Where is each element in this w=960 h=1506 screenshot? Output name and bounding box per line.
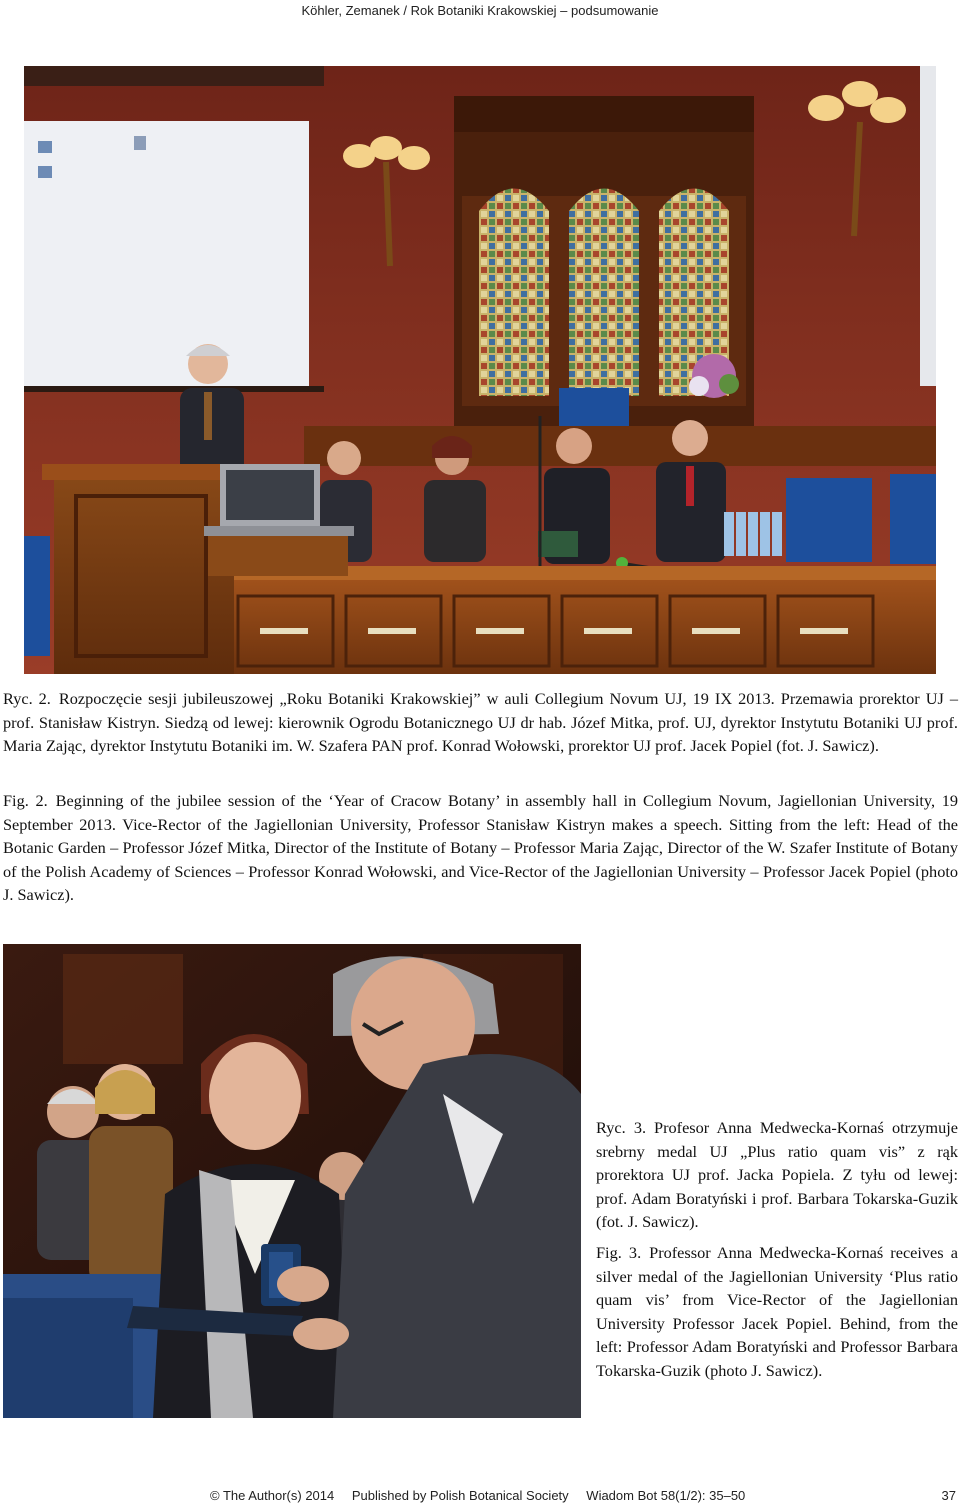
- figure-2-label-pl: Ryc. 2.: [3, 689, 51, 708]
- figure-3-caption-pl-text: Profesor Anna Medwecka-Kornaś otrzymuje srebrny medal UJ „Plus ratio quam vis” z rąk prorektora UJ prof. Jacka Popiela. Z tyłu od lewej: prof. Adam Boratyński i prof. Barbara Tokarska-Guzik (fot. J. Sawicz).: [596, 1118, 958, 1231]
- figure-3-photo: [3, 944, 581, 1418]
- page-footer: [0, 1486, 960, 1506]
- figure-3-label-pl: Ryc. 3.: [596, 1118, 647, 1137]
- figure-2-photo: [24, 66, 936, 674]
- figure-3-caption-pl: [596, 1116, 958, 1234]
- figure-2-caption-pl-text: Rozpoczęcie sesji jubileuszowej „Roku Botaniki Krakowskiej” w auli Collegium Novum UJ, 19 IX 2013. Przemawia prorektor UJ – prof. Stanisław Kistryn. Siedzą od lewej: kierownik Ogrodu Botanicznego UJ dr hab. Józef Mitka, prof. UJ, dyrektor Instytutu Botaniki UJ prof. Maria Zając, dyrektor Instytutu Botaniki im. W. Szafera PAN prof. Konrad Wołowski, prorektor UJ prof. Jacek Popiel (fot. J. Sawicz).: [3, 689, 958, 755]
- figure-3-caption-en-text: Professor Anna Medwecka-Kornaś receives a silver medal of the Jagiellonian University ‘Plus ratio quam vis’ from Vice-Rector of the Jagiellonian University Professor Jacek Popiel. Behind, from the left: Professor Adam Boratyński and Professor Barbara Tokarska-Guzik (photo J. Sawicz).: [596, 1243, 958, 1380]
- figure-3-caption-en: [596, 1241, 958, 1382]
- figure-2-caption-pl: [3, 687, 958, 758]
- figure-3-label-en: Fig. 3.: [596, 1243, 642, 1262]
- footer-credits: [210, 1488, 759, 1503]
- copyright-notice: © The Author(s) 2014: [210, 1488, 335, 1503]
- figure-2-label-en: Fig. 2.: [3, 791, 48, 810]
- journal-citation: Wiadom Bot 58(1/2): 35–50: [586, 1488, 746, 1503]
- figure-2-caption-en: [3, 789, 958, 907]
- running-head: Köhler, Zemanek / Rok Botaniki Krakowskiej – podsumowanie: [301, 3, 659, 18]
- figure-2-caption-en-text: Beginning of the jubilee session of the ‘Year of Cracow Botany’ in assembly hall in Collegium Novum, Jagiellonian University, 19 September 2013. Vice-Rector of the Jagiellonian University, Professor Stanisław Kistryn makes a speech. Sitting from the left: Head of the Botanic Garden – Professor Józef Mitka, Director of the Institute of Botany – Professor Maria Zając, Director of the W. Szafer Institute of Botany of the Polish Academy of Sciences – Professor Konrad Wołowski, and Vice-Rector of the Jagiellonian University – Professor Jacek Popiel (photo J. Sawicz).: [3, 791, 958, 904]
- publisher-notice: Published by Polish Botanical Society: [351, 1488, 569, 1503]
- page-number: 37: [941, 1488, 956, 1503]
